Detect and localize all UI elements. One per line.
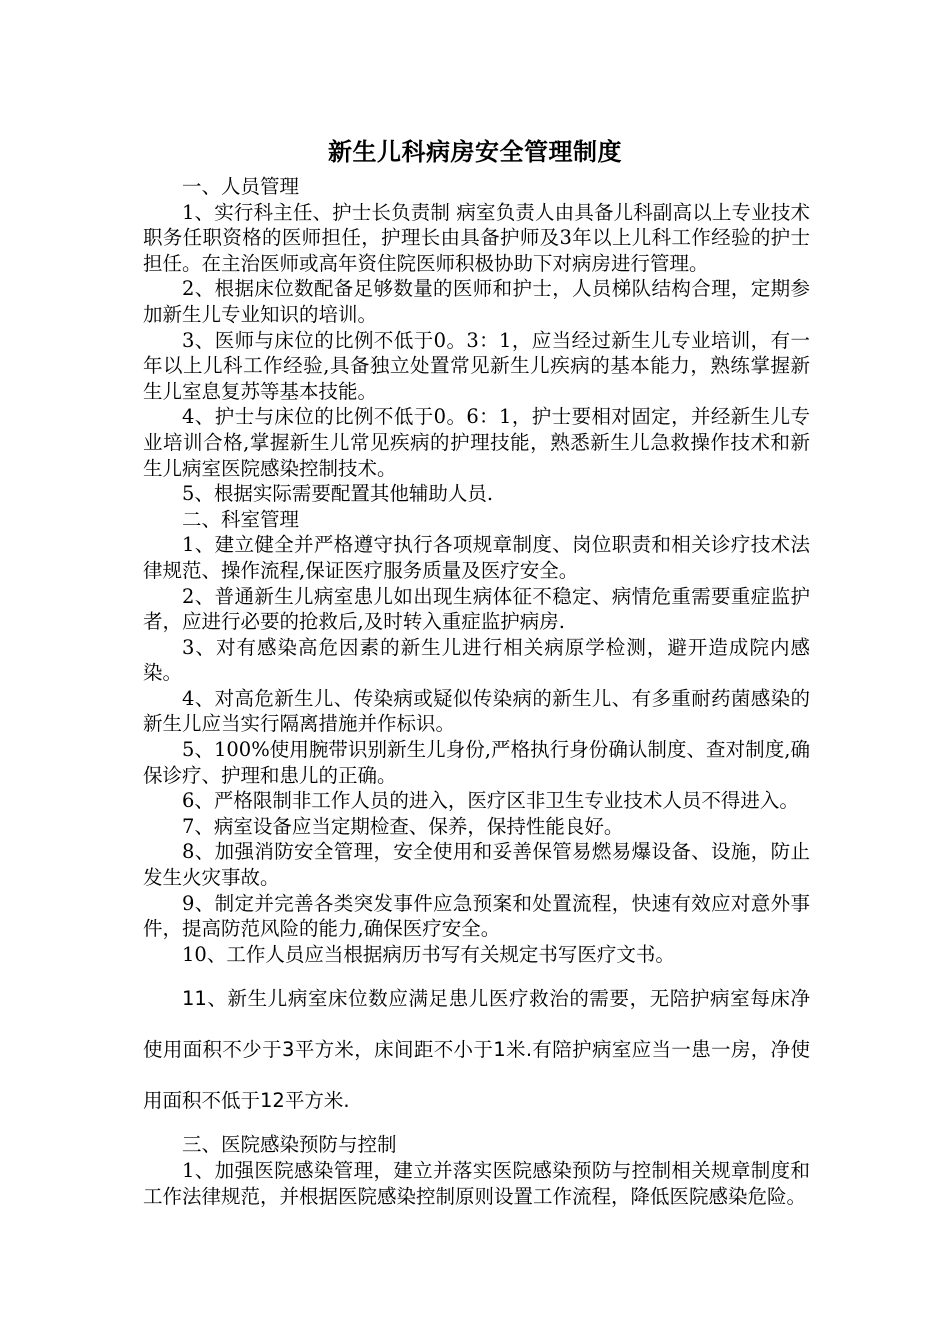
paragraph: 1、实行科主任、护士长负责制 病室负责人由具备儿科副高以上专业技术职务任职资格的医师担任，护理长由具备护师及3年以上儿科工作经验的护士担任。在主治医师或高年资住院医师积极协助下对病房进行管理。 [143,200,810,275]
paragraph: 5、根据实际需要配置其他辅助人员. [182,482,494,506]
paragraph: 4、对高危新生儿、传染病或疑似传染病的新生儿、有多重耐药菌感染的新生儿应当实行隔离措施并作标识。 [143,686,810,736]
paragraph: 9、制定并完善各类突发事件应急预案和处置流程，快速有效应对意外事件，提高防范风险的能力,确保医疗安全。 [143,891,810,941]
paragraph: 2、根据床位数配备足够数量的医师和护士，人员梯队结构合理，定期参加新生儿专业知识的培训。 [143,277,810,326]
paragraph: 7、病室设备应当定期检查、保养，保持性能良好。 [182,814,624,838]
paragraph-ward-area: 11、新生儿病室床位数应满足患儿医疗救治的需要，无陪护病室每床净使用面积不少于3平方米，床间距不小于1米.有陪护病室应当一患一房，净使用面积不低于12平方米. [143,987,810,1113]
section-heading-infection-control: 三、医院感染预防与控制 [182,1133,397,1157]
paragraph: 8、加强消防安全管理，安全使用和妥善保管易燃易爆设备、设施，防止发生火灾事故。 [143,840,810,890]
document-title: 新生儿科病房安全管理制度 [328,138,622,166]
paragraph: 6、严格限制非工作人员的进入，医疗区非卫生专业技术人员不得进入。 [182,789,799,813]
paragraph: 10、工作人员应当根据病历书写有关规定书写医疗文书。 [182,942,675,966]
paragraph: 1、建立健全并严格遵守执行各项规章制度、岗位职责和相关诊疗技术法律规范、操作流程,保证医疗服务质量及医疗安全。 [143,533,810,582]
paragraph: 2、普通新生儿病室患儿如出现生病体征不稳定、病情危重需要重症监护者，应进行必要的抢救后,及时转入重症监护病房. [143,584,810,634]
paragraph: 5、100%使用腕带识别新生儿身份,严格执行身份确认制度、查对制度,确保诊疗、护理和患儿的正确。 [143,738,810,787]
document-body [143,174,810,1209]
paragraph: 4、护士与床位的比例不低于0。6：1，护士要相对固定，并经新生儿专业培训合格,掌握新生儿常见疾病的护理技能，熟悉新生儿急救操作技术和新生儿病室医院感染控制技术。 [143,405,810,480]
section-heading-personnel: 一、人员管理 [182,175,300,198]
paragraph: 3、医师与床位的比例不低于0。3：1，应当经过新生儿专业培训，有一年以上儿科工作经验,具备独立处置常见新生儿疾病的基本能力，熟练掌握新生儿室息复苏等基本技能。 [143,328,810,403]
paragraph: 1、加强医院感染管理，建立并落实医院感染预防与控制相关规章制度和工作法律规范，并根据医院感染控制原则设置工作流程，降低医院感染危险。 [143,1159,810,1208]
section-heading-department: 二、科室管理 [182,507,300,531]
paragraph: 3、对有感染高危因素的新生儿进行相关病原学检测，避开造成院内感染。 [143,635,810,685]
